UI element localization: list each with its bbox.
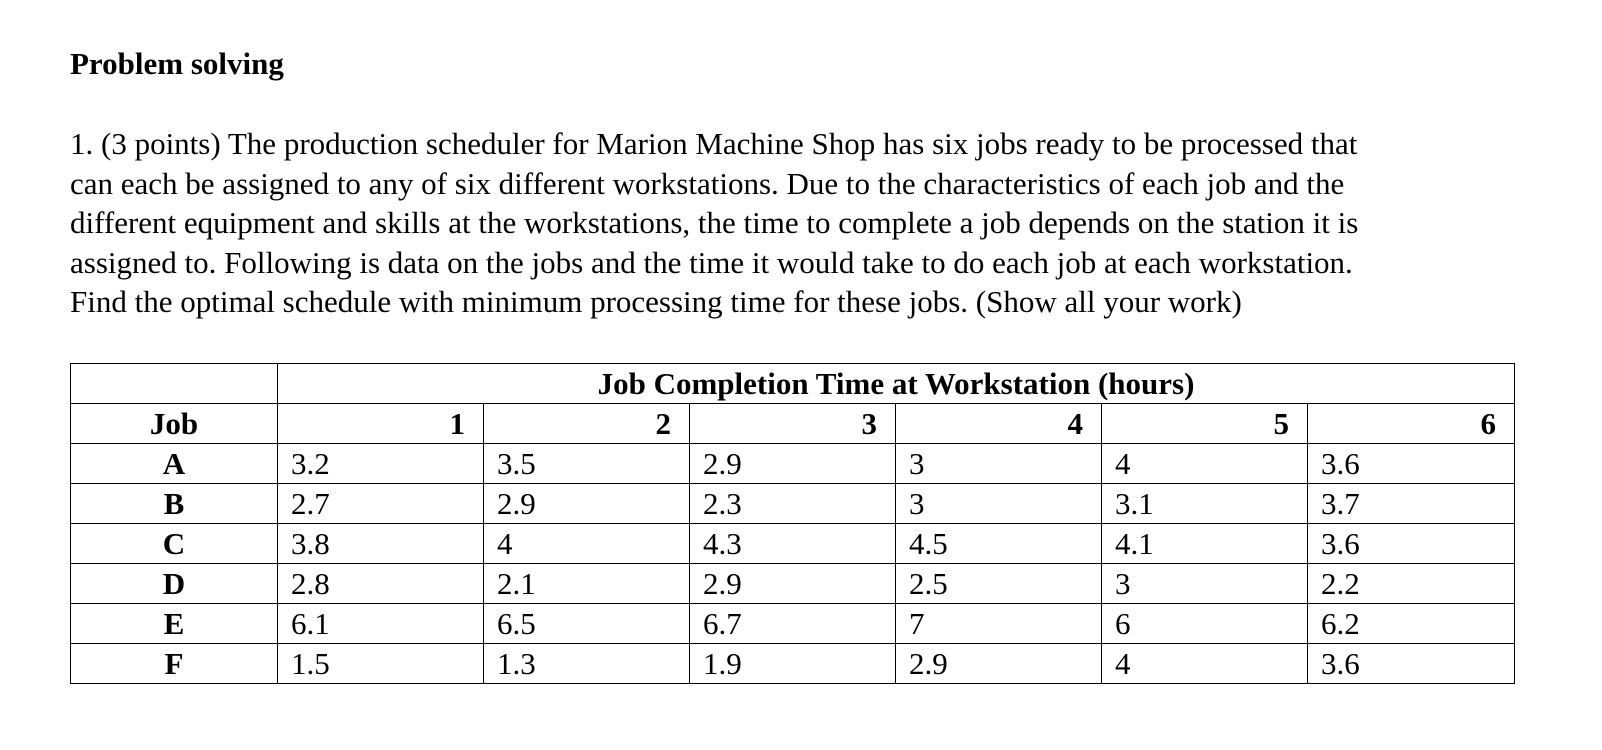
problem-line: Find the optimal schedule with minimum processing time for these jobs. (Show all your work) (70, 284, 1242, 319)
time-cell: 4.5 (896, 524, 1102, 564)
time-cell: 4 (1102, 444, 1308, 484)
time-cell: 2.3 (690, 484, 896, 524)
time-cell: 3.5 (484, 444, 690, 484)
table-row (71, 604, 1515, 644)
time-cell: 3.6 (1308, 524, 1515, 564)
time-cell: 1.9 (690, 644, 896, 684)
column-header-workstation: 5 (1102, 404, 1308, 444)
time-cell: 3.2 (278, 444, 484, 484)
time-cell: 3.7 (1308, 484, 1515, 524)
problem-line: different equipment and skills at the workstations, the time to complete a job depends on the station it is (70, 205, 1359, 240)
time-cell: 6.5 (484, 604, 690, 644)
column-header-workstation: 6 (1308, 404, 1515, 444)
time-cell: 3.6 (1308, 644, 1515, 684)
time-cell: 6.2 (1308, 604, 1515, 644)
time-cell: 3 (1102, 564, 1308, 604)
job-label: C (71, 524, 278, 564)
time-cell: 2.2 (1308, 564, 1515, 604)
time-cell: 6.7 (690, 604, 896, 644)
job-label: E (71, 604, 278, 644)
time-cell: 3 (896, 484, 1102, 524)
time-cell: 3 (896, 444, 1102, 484)
time-cell: 4.3 (690, 524, 896, 564)
time-cell: 2.5 (896, 564, 1102, 604)
table-caption-row (71, 364, 1515, 404)
problem-line: 1. (3 points) The production scheduler for Marion Machine Shop has six jobs ready to be processed that (70, 126, 1358, 161)
empty-cell (71, 364, 278, 404)
column-header-workstation: 3 (690, 404, 896, 444)
time-cell: 4.1 (1102, 524, 1308, 564)
section-heading: Problem solving (70, 46, 284, 81)
time-cell: 1.5 (278, 644, 484, 684)
job-label: A (71, 444, 278, 484)
time-cell: 2.1 (484, 564, 690, 604)
column-header-workstation: 1 (278, 404, 484, 444)
table-caption: Job Completion Time at Workstation (hours) (278, 364, 1515, 404)
table-row (71, 564, 1515, 604)
completion-time-table (70, 363, 1515, 684)
table-row (71, 484, 1515, 524)
time-cell: 2.8 (278, 564, 484, 604)
time-cell: 3.6 (1308, 444, 1515, 484)
time-cell: 7 (896, 604, 1102, 644)
time-cell: 2.9 (690, 444, 896, 484)
problem-line: assigned to. Following is data on the jobs and the time it would take to do each job at each workstation. (70, 244, 1353, 280)
time-cell: 1.3 (484, 644, 690, 684)
time-cell: 3.8 (278, 524, 484, 564)
column-header-workstation: 4 (896, 404, 1102, 444)
job-label: F (71, 644, 278, 684)
time-cell: 6.1 (278, 604, 484, 644)
problem-statement (70, 124, 1550, 322)
time-cell: 2.9 (690, 564, 896, 604)
job-label: B (71, 484, 278, 524)
column-header-workstation: 2 (484, 404, 690, 444)
time-cell: 3.1 (1102, 484, 1308, 524)
table-row (71, 644, 1515, 684)
table-row (71, 444, 1515, 484)
problem-line: can each be assigned to any of six different workstations. Due to the characteristics of each job and the (70, 165, 1345, 201)
time-cell: 2.9 (484, 484, 690, 524)
time-cell: 2.7 (278, 484, 484, 524)
time-cell: 6 (1102, 604, 1308, 644)
column-header-job: Job (71, 404, 278, 444)
time-cell: 4 (1102, 644, 1308, 684)
job-label: D (71, 564, 278, 604)
table-header-row (71, 404, 1515, 444)
time-cell: 2.9 (896, 644, 1102, 684)
time-cell: 4 (484, 524, 690, 564)
table-row (71, 524, 1515, 564)
